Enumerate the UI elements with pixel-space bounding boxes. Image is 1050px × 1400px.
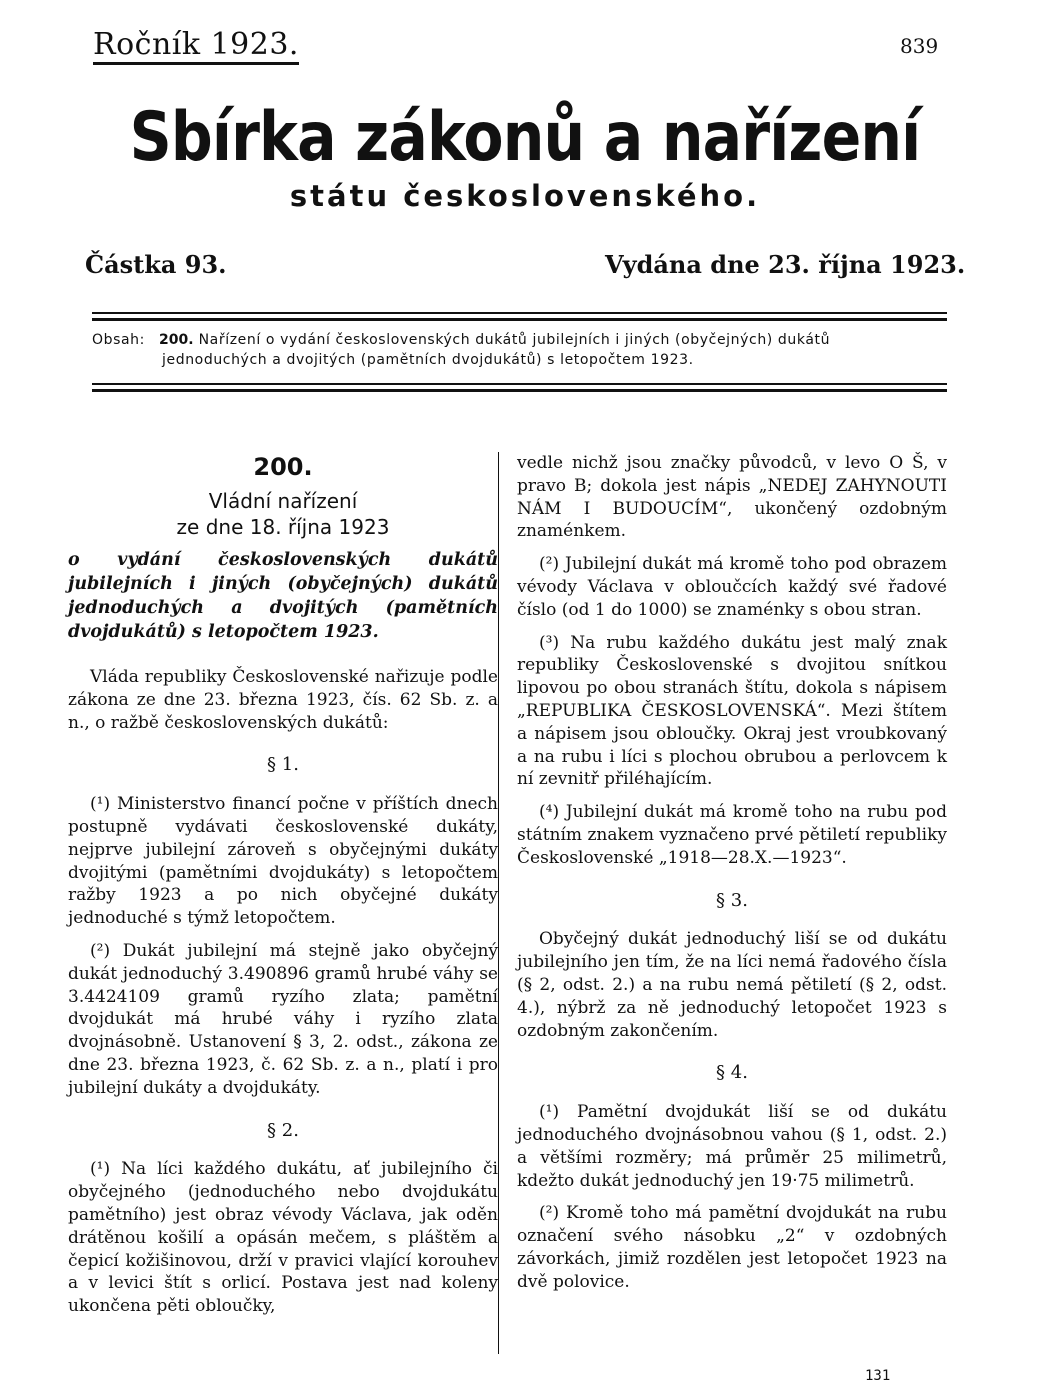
paragraph: (⁴) Jubilejní dukát má kromě toho na rubu pod státním znakem vyznačeno prvé pětiletí republiky Československé „1918—28.X.—1923“. [517,802,947,868]
left-column [68,452,498,1318]
divider-rule [92,383,947,385]
paragraph: (³) Na rubu každého dukátu jest malý znak republiky Československé s dvojitou snítkou lipovou po obou stranách štítu, dokola s nápisem „REPUBLIKA ČESKOSLOVENSKÁ“. Mezi štítem a nápisem jsou oblоučky. Okraj jest vroubkovaný a na rubu i líci s plochou obrubou a perlovcem k ní zevnitř přiléhajícím. [517,632,947,790]
paragraph: (²) Dukát jubilejní má stejně jako obyčejný dukát jednoduchý 3.490896 gramů hrubé váhy se 3.4424109 gramů ryzího zlata; pamětní dvojdukát má hrubé váhy i ryzího zlata dvojnásobně. Ustanovení § 3, 2. odst., zákona ze dne 23. března 1923, č. 62 Sb. z. a n., platí i pro jubilejní dukáty a dvojdukáty. [68,940,498,1098]
contents-line-2: jednoduchých a dvojitých (pamětních dvojdukátů) s letopočtem 1923. [162,352,694,368]
paragraph: (¹) Pamětní dvojdukát liší se od dukátu jednoduchého dvojnásobnou vahou (§ 1, odst. 2.) a většími rozměry; má průměr 25 milimetrů, kdežto dukát jednoduchý jen 19·75 milimetrů. [517,1102,947,1191]
divider-rule [92,389,947,392]
section-heading: § 4. [716,1062,748,1084]
section-heading: § 3. [716,889,748,911]
right-column [517,452,947,1294]
regulation-heading: Vládní nařízení [208,489,358,513]
contents-line-1: Nařízení o vydání československých dukátů jubilejních i jiných (obyčejných) dukátů [198,332,831,348]
section-heading: § 2. [267,1119,299,1141]
contents-summary [92,330,942,370]
page-number: 839 [900,34,939,58]
contents-label: Obsah: [92,332,145,348]
paragraph: (²) Kromě toho má pamětní dvojdukát na rubu označení svého násobku „2“ v ozdobných závorkách, jimiž rozdělen jest letopočet 1923 na dvě polovice. [517,1203,947,1292]
regulation-number: 200. [253,453,313,481]
publication-title: Sbírka zákonů a nařízení [129,98,921,177]
divider-rule [92,318,947,321]
sheet-number: 131 [865,1368,891,1384]
paragraph: (¹) Na líci každého dukátu, ať jubilejního či obyčejného (jednoduchého nebo dvojdukátu pamětního) jest obraz vévody Václava, jak oděn drátěnou košilí a opásán mečem, s pláštěm a čepicí kožišinovou, drží v pravici vlající korouhev a v levici štít s orlicí. Postava jest nad koleny ukončena pěti obloučky, [68,1159,498,1317]
publication-subtitle: státu československého. [289,179,761,213]
paragraph: vedle nichž jsou značky původců, v levo O Š, v pravo B; dokola jest nápis „NEDEJ ZAHYNOUTI NÁM I BUDOUCÍM“, ukončený ozdobným znaménkem. [517,453,947,542]
preamble: Vláda republiky Československé nařizuje podle zákona ze dne 23. března 1923, čís. 62 Sb. z. a n., o ražbě československých dukátů: [68,667,498,733]
issue-number: Částka 93. [85,250,227,279]
regulation-date: ze dne 18. října 1923 [176,515,390,539]
paragraph: Obyčejný dukát jednoduchý liší se od dukátu jubilejního jen tím, že na líci nemá řadového čísla (§ 2, odst. 2.) a na rubu nemá pětiletí (§ 2, odst. 4.), nýbrž za ně jednoduchý letopočet 1923 s ozdobným zakončením. [517,929,947,1041]
section-heading: § 1. [267,754,299,776]
issue-date: Vydána dne 23. října 1923. [605,250,966,279]
volume-year: Ročník 1923. [93,28,299,65]
divider-rule [92,312,947,314]
column-divider [498,452,499,1354]
paragraph: (²) Jubilejní dukát má kromě toho pod obrazem vévody Václava v obloučcích každý své řadové číslo (od 1 do 1000) se znaménky s obou stran. [517,554,947,620]
paragraph: (¹) Ministerstvo financí počne v příštích dnech postupně vydávati československé dukáty, nejprve jubilejní zároveň s obyčejnými dukáty dvojitými (pamětními dvojdukáty) s letopočtem ražby 1923 a po nich obyčejné dukáty jednoduché s týmž letopočtem. [68,794,498,929]
contents-item-number: 200. [158,332,194,348]
regulation-subject: o vydání československých dukátů jubilejních i jiných (obyčejných) dukátů jednoduchých a dvojitých (pamětních dvojdukátů) s letopočtem 1923. [68,550,498,642]
